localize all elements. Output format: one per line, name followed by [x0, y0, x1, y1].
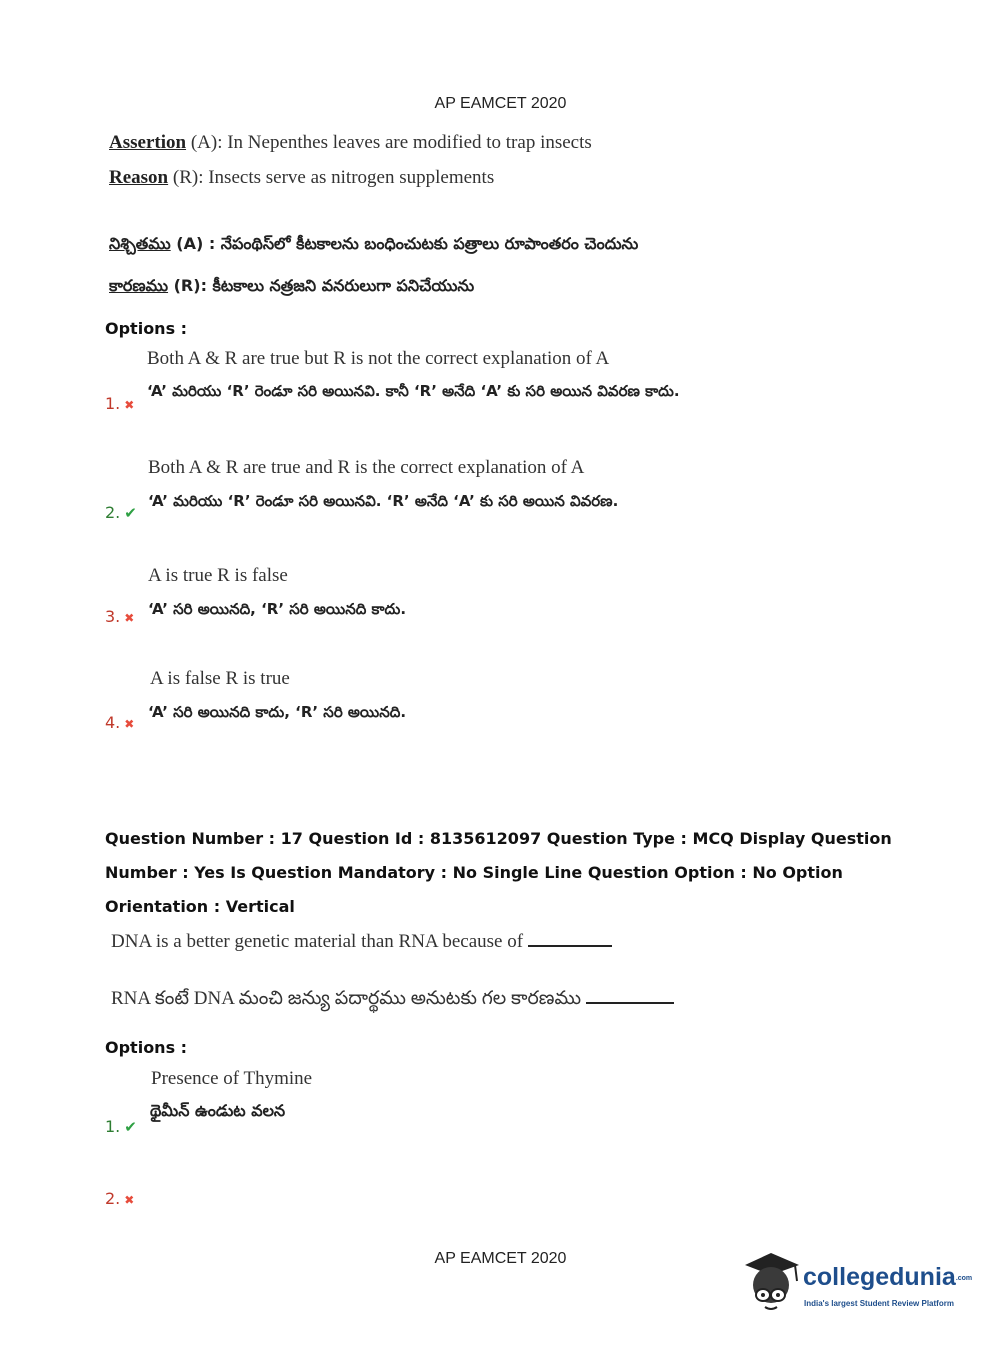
cross-icon: ✖ [124, 398, 135, 412]
q16-option2-te: ‘A’ మరియు ‘R’ రెండూ సరి అయినవి. ‘R’ అనేది ‘A’ కు సరి అయిన వివరణ. [148, 492, 619, 510]
q16-option1-te: ‘A’ మరియు ‘R’ రెండూ సరి అయినవి. కానీ ‘R’ అనేది ‘A’ కు సరి అయిన వివరణ కాదు. [147, 382, 680, 400]
q17-meta-line3: Orientation : Vertical [105, 897, 295, 916]
q17-meta-line2: Number : Yes Is Question Mandatory : No Single Line Question Option : No Option [105, 863, 843, 882]
q16-option3-number: 3. [105, 607, 121, 626]
q17-option2-number: 2. [105, 1189, 121, 1208]
q16-option2-number: 2. [105, 503, 121, 522]
q16-option1-marker [105, 394, 134, 413]
assertion-te-text: (A) : నేపంథిస్‌లో కీటకాలను బంధించుటకు పత్రాలు రూపాంతరం చెందును [170, 234, 639, 253]
reason-text: (R): Insects serve as nitrogen supplements [168, 167, 495, 188]
collegedunia-logo [741, 1247, 971, 1317]
page-footer: AP EAMCET 2020 [434, 1250, 567, 1267]
q17-question-en [111, 929, 612, 953]
q17-question-te [111, 986, 674, 1014]
q16-option4-te: ‘A’ సరి అయినది కాదు, ‘R’ సరి అయినది. [148, 703, 407, 721]
q16-option4-number: 4. [105, 713, 121, 732]
reason-en [109, 167, 494, 189]
q17-option1-marker [105, 1117, 137, 1136]
q17-options-label: Options : [105, 1038, 188, 1057]
q16-option2-en: Both A & R are true and R is the correct explanation of A [148, 457, 585, 478]
cross-icon: ✖ [124, 611, 135, 625]
q16-option3-en: A is true R is false [148, 565, 288, 586]
q16-option3-marker [105, 607, 134, 626]
q17-option1-number: 1. [105, 1117, 121, 1136]
reason-te-label: కారణము [109, 276, 169, 295]
q16-option1-en: Both A & R are true but R is not the correct explanation of A [147, 348, 610, 369]
brand-name: collegedunia [803, 1263, 956, 1291]
q16-option2-marker [105, 503, 137, 522]
reason-te [109, 276, 474, 299]
assertion-te-label: నిశ్చితము [109, 234, 171, 253]
brand-suffix: .com [955, 1274, 973, 1282]
q17-option2-marker [105, 1189, 134, 1208]
assertion-en [109, 132, 592, 154]
reason-label: Reason [109, 167, 169, 188]
q16-option4-en: A is false R is true [150, 668, 290, 689]
q17-meta [105, 822, 905, 924]
check-icon: ✔ [124, 504, 137, 522]
cross-icon: ✖ [124, 1193, 135, 1207]
q17-question-en-text: DNA is a better genetic material than RNA because of [111, 931, 524, 952]
q17-option1-en: Presence of Thymine [151, 1068, 313, 1089]
assertion-text: (A): In Nepenthes leaves are modified to trap insects [186, 132, 592, 153]
q16-option1-number: 1. [105, 394, 121, 413]
answer-blank [528, 929, 612, 947]
q17-question-te-text: RNA కంటే DNA మంచి జన్యు పదార్థము అనుటకు గల కారణము [111, 988, 582, 1009]
page-header: AP EAMCET 2020 [434, 95, 567, 112]
cross-icon: ✖ [124, 717, 135, 731]
brand-tagline: India's largest Student Review Platform [804, 1299, 954, 1308]
assertion-te [109, 234, 638, 257]
q16-options-label: Options : [105, 319, 188, 338]
q16-option4-marker [105, 713, 134, 732]
reason-te-text: (R): కీటకాలు నత్రజని వనరులుగా పనిచేయును [168, 276, 475, 295]
q17-option1-te: థైమీన్ ఉండుట వలన [150, 1101, 286, 1120]
q17-meta-line1: Question Number : 17 Question Id : 8135612097 Question Type : MCQ Display Question [105, 829, 892, 848]
answer-blank [586, 986, 674, 1004]
check-icon: ✔ [124, 1118, 137, 1136]
mascot-icon [741, 1251, 801, 1313]
assertion-label: Assertion [109, 132, 187, 153]
q16-option3-te: ‘A’ సరి అయినది, ‘R’ సరి అయినది కాదు. [148, 600, 407, 618]
